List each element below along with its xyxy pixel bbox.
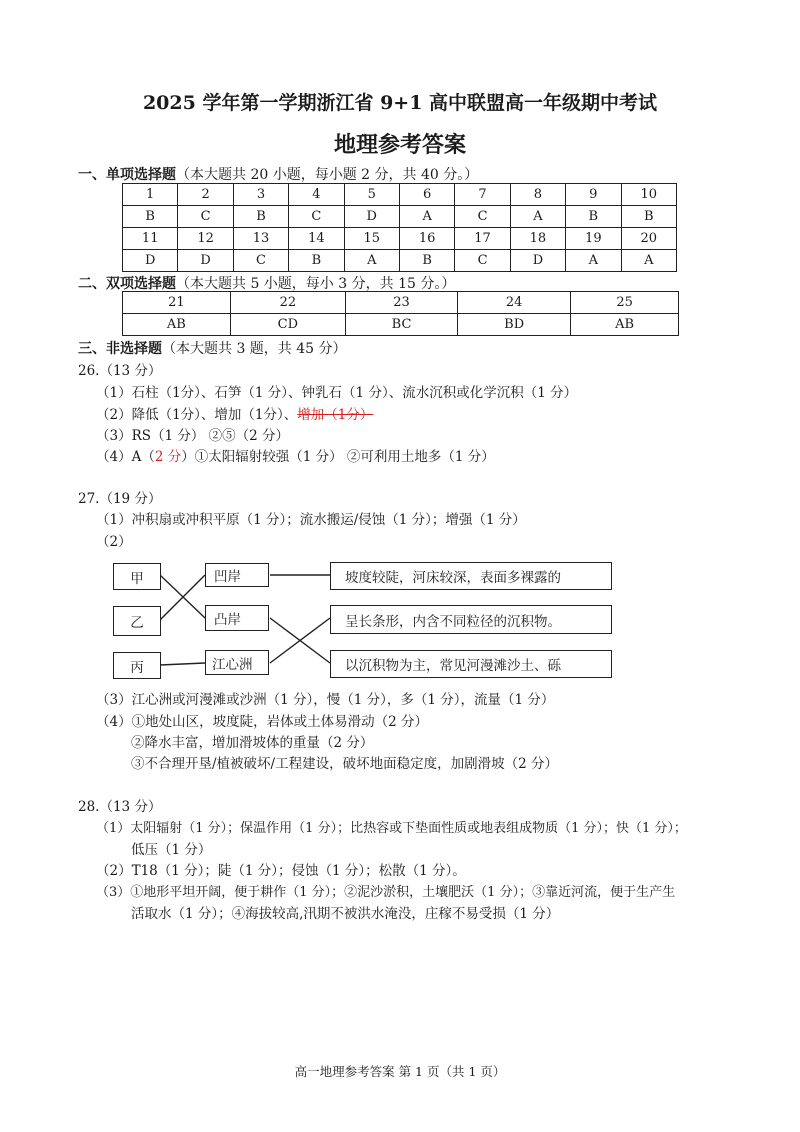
single-choice-cell: 3 [233, 184, 288, 206]
single-choice-cell: 5 [344, 184, 399, 206]
single-choice-cell: A [510, 206, 565, 228]
q26-answer-4-b: ）①太阳辐射较强（1 分） ②可利用土地多（1 分） [181, 449, 495, 465]
answer-key-title: 地理参考答案 [333, 132, 466, 158]
description-3-text: 以沉积物为主，常见河漫滩沙土、砾 [345, 658, 561, 674]
single-choice-cell: B [566, 206, 621, 228]
single-choice-cell: 13 [233, 228, 288, 250]
option-bing-label: 丙 [130, 659, 144, 676]
q27-answer-3: （3）江心洲或河漫滩或沙洲（1 分），慢（1 分），多（1 分），流量（1 分） [96, 692, 555, 708]
single-choice-cell: A [399, 206, 454, 228]
single-choice-cell: D [510, 250, 565, 272]
single-choice-cell: 18 [510, 228, 565, 250]
section1-label: 一、单项选择题 [78, 167, 176, 183]
q26-struck-answer: 增加（1分） [297, 407, 374, 423]
q27-answer-4-3: ③不合理开垦/植被破坏/工程建设，破坏地面稳定度，加剧滑坡（2 分） [131, 756, 558, 772]
q28-answer-2: （2）T18（1 分）；陡（1 分）；侵蚀（1 分）；松散（1 分）。 [96, 863, 466, 879]
single-choice-cell: 4 [289, 184, 344, 206]
term-river-island [205, 650, 269, 675]
line-bing-to-island [160, 663, 205, 665]
term-concave-bank-label: 凹岸 [214, 569, 241, 585]
single-choice-cell: 9 [566, 184, 621, 206]
single-choice-cell: A [566, 250, 621, 272]
q28-answer-3-cont: 活取水（1 分）；④海拔较高,汛期不被洪水淹没，庄稼不易受损（1 分） [131, 906, 560, 922]
single-choice-cell: 17 [455, 228, 510, 250]
q27-heading: 27.（19 分） [78, 491, 162, 507]
single-choice-cell: A [621, 250, 676, 272]
single-choice-cell: C [455, 250, 510, 272]
single-choice-cell: 8 [510, 184, 565, 206]
term-river-island-label: 江心洲 [212, 656, 253, 673]
single-choice-cell: 14 [289, 228, 344, 250]
page-footer: 高一地理参考答案 第 1 页（共 1 页） [294, 1064, 506, 1079]
double-choice-cell: 23 [346, 292, 458, 314]
q26-answer-1: （1）石柱（1分）、石笋（1 分）、钟乳石（1 分）、流水沉积或化学沉积（1 分） [96, 385, 578, 401]
double-choice-cell: AB [123, 314, 231, 336]
double-choice-cell: AB [571, 314, 679, 336]
term-concave-bank [205, 563, 269, 587]
q26-answer-2-text: （2）降低（1分）、增加（1分）、 [96, 407, 298, 423]
single-choice-cell: B [123, 206, 178, 228]
double-choice-cell: CD [230, 314, 345, 336]
double-choice-cell: 24 [458, 292, 571, 314]
term-convex-bank-label: 凸岸 [214, 612, 241, 628]
single-choice-cell: C [455, 206, 510, 228]
option-jia [113, 563, 161, 590]
single-choice-cell: C [289, 206, 344, 228]
term-convex-bank [205, 605, 269, 631]
q26-heading: 26.（13 分） [78, 363, 162, 379]
double-choice-cell: 21 [123, 292, 231, 314]
description-3 [330, 650, 612, 678]
single-choice-cell: 15 [344, 228, 399, 250]
option-jia-label: 甲 [130, 570, 144, 587]
q27-answer-4-2: ②降水丰富，增加滑坡体的重量（2 分） [131, 735, 374, 751]
double-choice-cell: BC [346, 314, 458, 336]
q28-heading: 28.（13 分） [78, 799, 162, 815]
section3-label: 三、非选择题 [78, 341, 162, 357]
exam-title: 2025 学年第一学期浙江省 9+1 高中联盟高一年级期中考试 [142, 92, 658, 114]
single-choice-cell: D [178, 250, 233, 272]
single-choice-cell: 16 [399, 228, 454, 250]
single-choice-cell: B [399, 250, 454, 272]
section1-note: （本大题共 20 小题，每小题 2 分，共 40 分。） [176, 167, 479, 183]
single-choice-cell: 10 [621, 184, 676, 206]
description-2 [330, 605, 612, 634]
description-2-text: 呈长条形，内含不同粒径的沉积物。 [345, 613, 561, 630]
section2-note: （本大题共 5 小题，每小 3 分，共 15 分。） [176, 276, 456, 292]
option-bing [113, 652, 161, 679]
section2-label: 二、双项选择题 [78, 276, 176, 292]
q26-answer-3: （3）RS（1 分） ②⑤（2 分） [96, 428, 290, 444]
single-choice-cell: B [621, 206, 676, 228]
q27-answer-2-label: （2） [96, 534, 132, 550]
single-choice-cell: B [233, 206, 288, 228]
single-choice-cell: A [344, 250, 399, 272]
q28-answer-1: （1）太阳辐射（1 分）；保温作用（1 分）；比热容或下垫面性质或地表组成物质（1 分）；快（1 分）； [96, 821, 687, 836]
single-choice-cell: 1 [123, 184, 178, 206]
double-choice-cell: 25 [571, 292, 679, 314]
single-choice-cell: C [233, 250, 288, 272]
single-choice-cell: C [178, 206, 233, 228]
double-choice-cell: 22 [230, 292, 345, 314]
single-choice-cell: D [344, 206, 399, 228]
double-choice-cell: BD [458, 314, 571, 336]
q26-answer-4-a: （4）A（ [96, 449, 155, 465]
single-choice-cell: D [123, 250, 178, 272]
q28-answer-3: （3）①地形平坦开阔，便于耕作（1 分）；②泥沙淤积，土壤肥沃（1 分）；③靠近河流，便于生产生 [96, 885, 676, 900]
single-choice-cell: 20 [621, 228, 676, 250]
option-yi-label: 乙 [130, 615, 144, 631]
description-1 [330, 562, 612, 590]
q27-answer-4: （4）①地处山区，坡度陡，岩体或土体易滑动（2 分） [96, 714, 428, 730]
single-choice-cell: B [289, 250, 344, 272]
q27-answer-1: （1）冲积扇或冲积平原（1 分）；流水搬运/侵蚀（1 分）；增强（1 分） [96, 512, 526, 528]
single-choice-cell: 6 [399, 184, 454, 206]
q28-answer-1-cont: 低压（1 分） [131, 842, 212, 858]
option-yi [113, 606, 161, 636]
single-choice-cell: 12 [178, 228, 233, 250]
single-choice-cell: 7 [455, 184, 510, 206]
section3-note: （本大题共 3 题，共 45 分） [162, 341, 347, 357]
single-choice-cell: 2 [178, 184, 233, 206]
single-choice-cell: 19 [566, 228, 621, 250]
single-choice-cell: 11 [123, 228, 178, 250]
description-1-text: 坡度较陡，河床较深，表面多裸露的 [345, 570, 561, 586]
q26-red-score: 2 分 [154, 449, 182, 465]
